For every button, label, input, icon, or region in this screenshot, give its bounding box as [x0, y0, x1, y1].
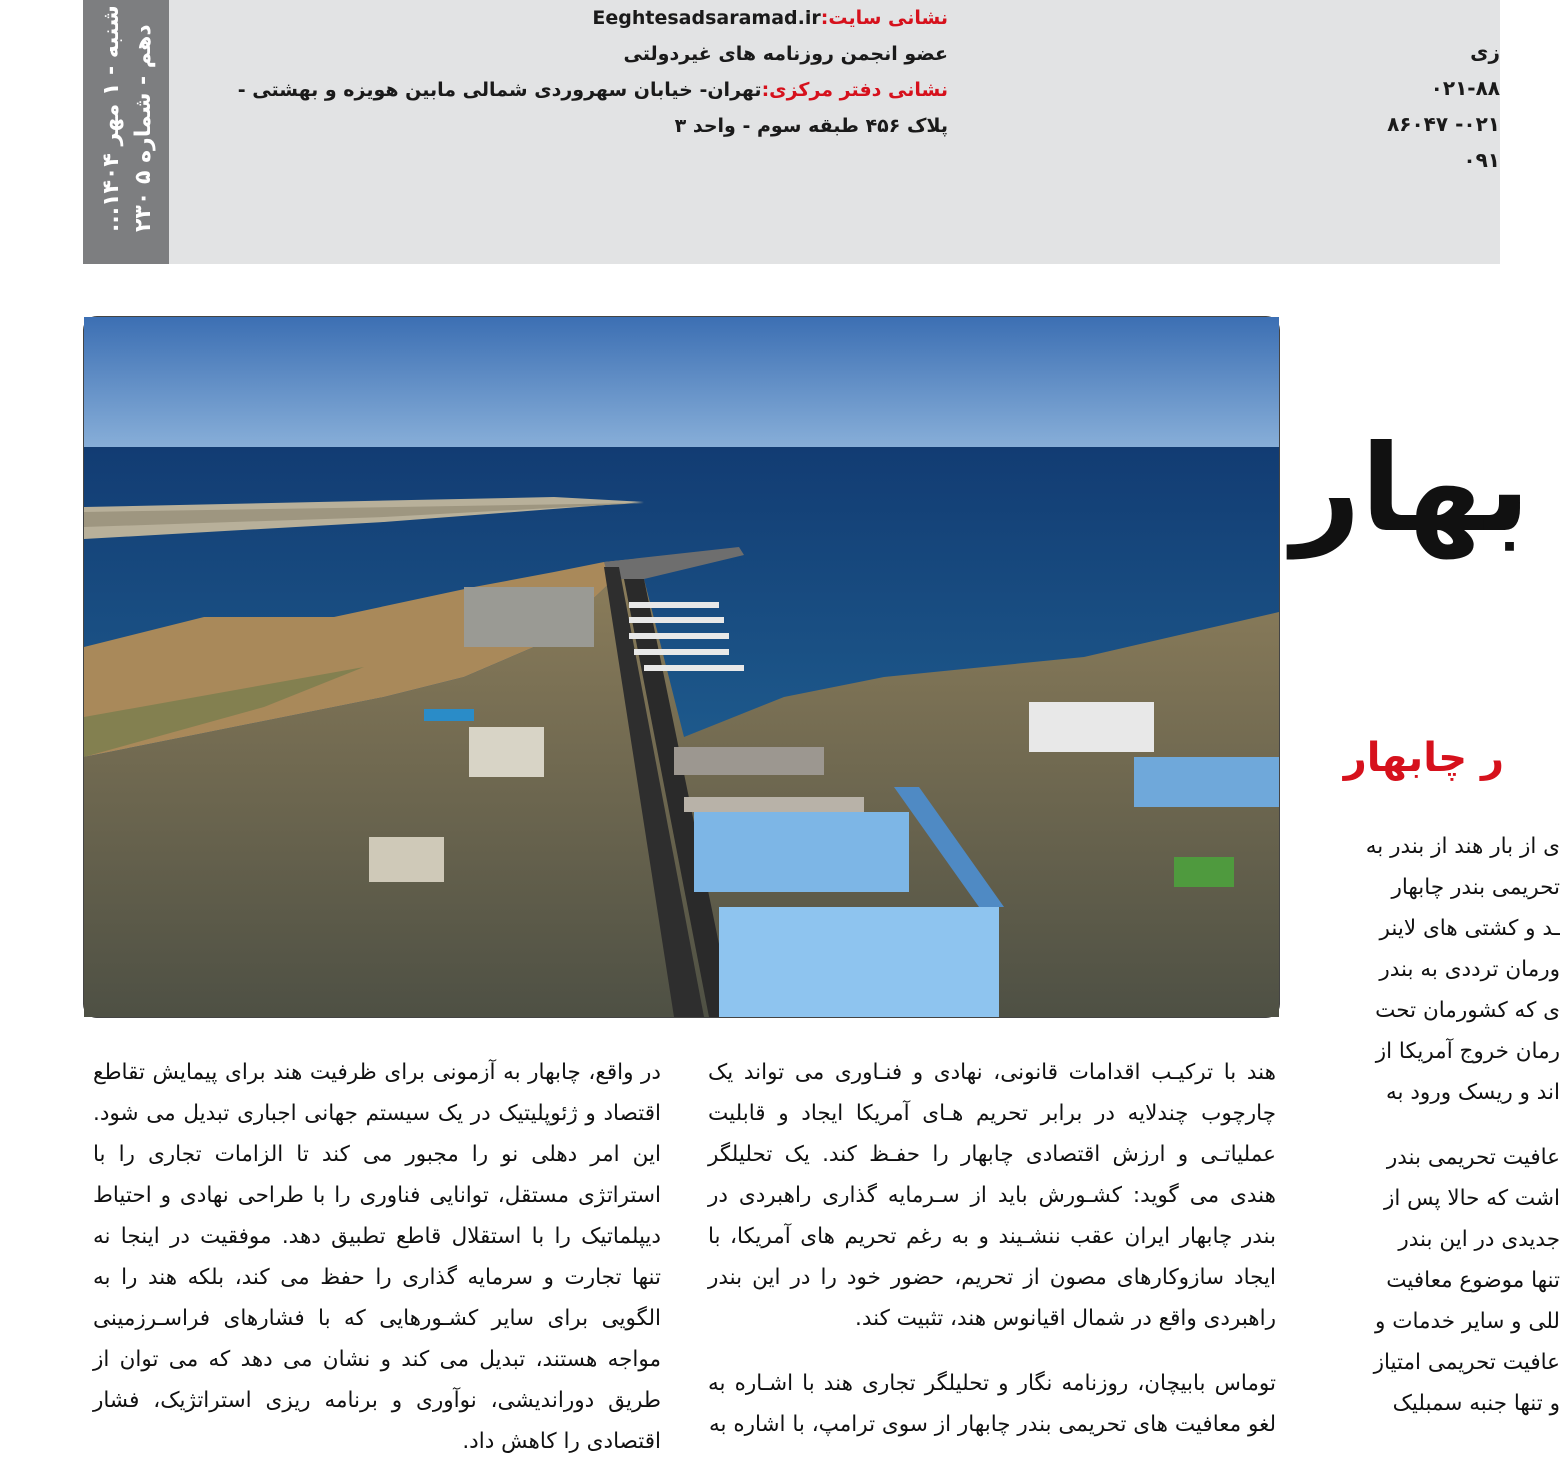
column-line: تنها موضوع معافیت	[1386, 1268, 1560, 1293]
article-column-left	[93, 1052, 661, 1454]
issue-number: دهم - شماره ۵ ۲۳۰	[131, 24, 156, 232]
column-line: تحریمی بندر چابهار	[1391, 875, 1560, 900]
column-line: اند و ریسک ورود به	[1386, 1080, 1560, 1105]
date-issue-strip	[83, 0, 169, 264]
column-line: عافیت تحریمی امتیاز	[1373, 1350, 1560, 1375]
publisher-info	[188, 0, 948, 144]
phone-3: ۰۹۱	[1463, 148, 1500, 172]
chabahar-port-aerial-photo	[83, 316, 1280, 1018]
membership-line: عضو انجمن روزنامه های غیردولتی	[623, 43, 948, 65]
headline-text: بهار	[1291, 420, 1530, 559]
column-line: عافیت تحریمی بندر	[1386, 1145, 1560, 1170]
site-url[interactable]: Eeghtesadsaramad.ir	[592, 7, 821, 29]
phone-1: ۰۲۱-۸۸	[1430, 76, 1500, 100]
column-line: اشت که حالا پس از	[1383, 1186, 1560, 1211]
issue-date: ...شنبه - ۱ مهر ۱۴۰۴	[99, 5, 124, 232]
column-line: ـد و کشتی های لاینر	[1379, 916, 1560, 941]
phone-2: ۰۲۱- ۸۶۰۴۷	[1387, 112, 1500, 136]
column-line: ی که کشورمان تحت	[1375, 998, 1560, 1023]
office-address-2: پلاک ۴۵۶ طبقه سوم - واحد ۳	[674, 115, 948, 137]
column-line: رمان خروج آمریکا از	[1375, 1039, 1560, 1064]
left-paragraph-1: در واقع، چابهار به آزمونی برای ظرفیت هند برای پیمایش تقاطع اقتصاد و ژئوپلیتیک در یک سیستم جهانی اجباری تبدیل می شود. این امر دهلی نو را مجبور می کند تا الزامات تجاری را با استراتژی مستقل، توانایی فناوری را با طراحی نهادی و احتیاط دیپلماتیک را با استقلال قاطع تطبیق دهد. موفقیت در اینجا نه تنها تجارت و سرمایه گذاری را حفظ می کند، بلکه هند را به الگویی برای سایر کشـورهایی که با فشارهای فراسـرزمینی مواجه هستند، تبدیل می کند و نشان می دهد که می توان از طریق دوراندیشی، نوآوری و برنامه ریزی استراتژیک، فشار اقتصادی را کاهش داد.	[93, 1060, 661, 1454]
column-line: جدیدی در این بندر	[1398, 1227, 1560, 1252]
site-label: نشانی سایت:	[820, 7, 948, 29]
subheadline-text: ر چابهار	[1343, 735, 1504, 781]
column-line: ی از بار هند از بندر به	[1365, 834, 1560, 859]
office-label: نشانی دفتر مرکزی:	[761, 79, 948, 101]
article-column-middle	[708, 1052, 1276, 1436]
middle-paragraph-1: هند با ترکیـب اقدامات قانونی، نهادی و فنـاوری می تواند یک چارچوب چندلایه در برابر تحریم هـای آمریکا ایجاد و قابلیت عملیاتـی و ارزش اقتصادی چابهار را حفـظ کند. یک تحلیلگر هندی می گوید: کشـورش باید از سـرمایه گذاری راهبردی در بندر چابهار ایران عقب ننشـیند و به رغم تحریم های آمریکا، با ایجاد سازوکارهای مصون از تحریم، حضور خود را در این بندر راهبردی واقع در شمال اقیانوس هند، تثبیت کند.	[708, 1060, 1276, 1331]
article-column-right	[1318, 826, 1560, 1436]
column-line: ورمان ترددی به بندر	[1379, 957, 1560, 982]
phone-numbers	[1370, 34, 1500, 178]
column-line: للی و سایر خدمات و	[1375, 1309, 1560, 1334]
phone-label: زی	[1470, 40, 1500, 64]
column-line: و تنها جنبه سمبلیک	[1392, 1391, 1560, 1416]
middle-paragraph-2: توماس بابیچان، روزنامه نگار و تحلیلگر تجاری هند با اشـاره به لغو معافیت های تحریمی بندر چابهار از سوی ترامپ، با اشاره به	[708, 1371, 1276, 1437]
office-address-line	[188, 72, 948, 108]
column-line	[1378, 1113, 1560, 1137]
article-subheadline	[1343, 726, 1504, 796]
office-address-1: تهران- خیابان سهروردی شمالی مابین هویزه و بهشتی -	[237, 79, 762, 101]
article-headline	[1291, 410, 1530, 590]
site-address-line	[188, 0, 948, 36]
